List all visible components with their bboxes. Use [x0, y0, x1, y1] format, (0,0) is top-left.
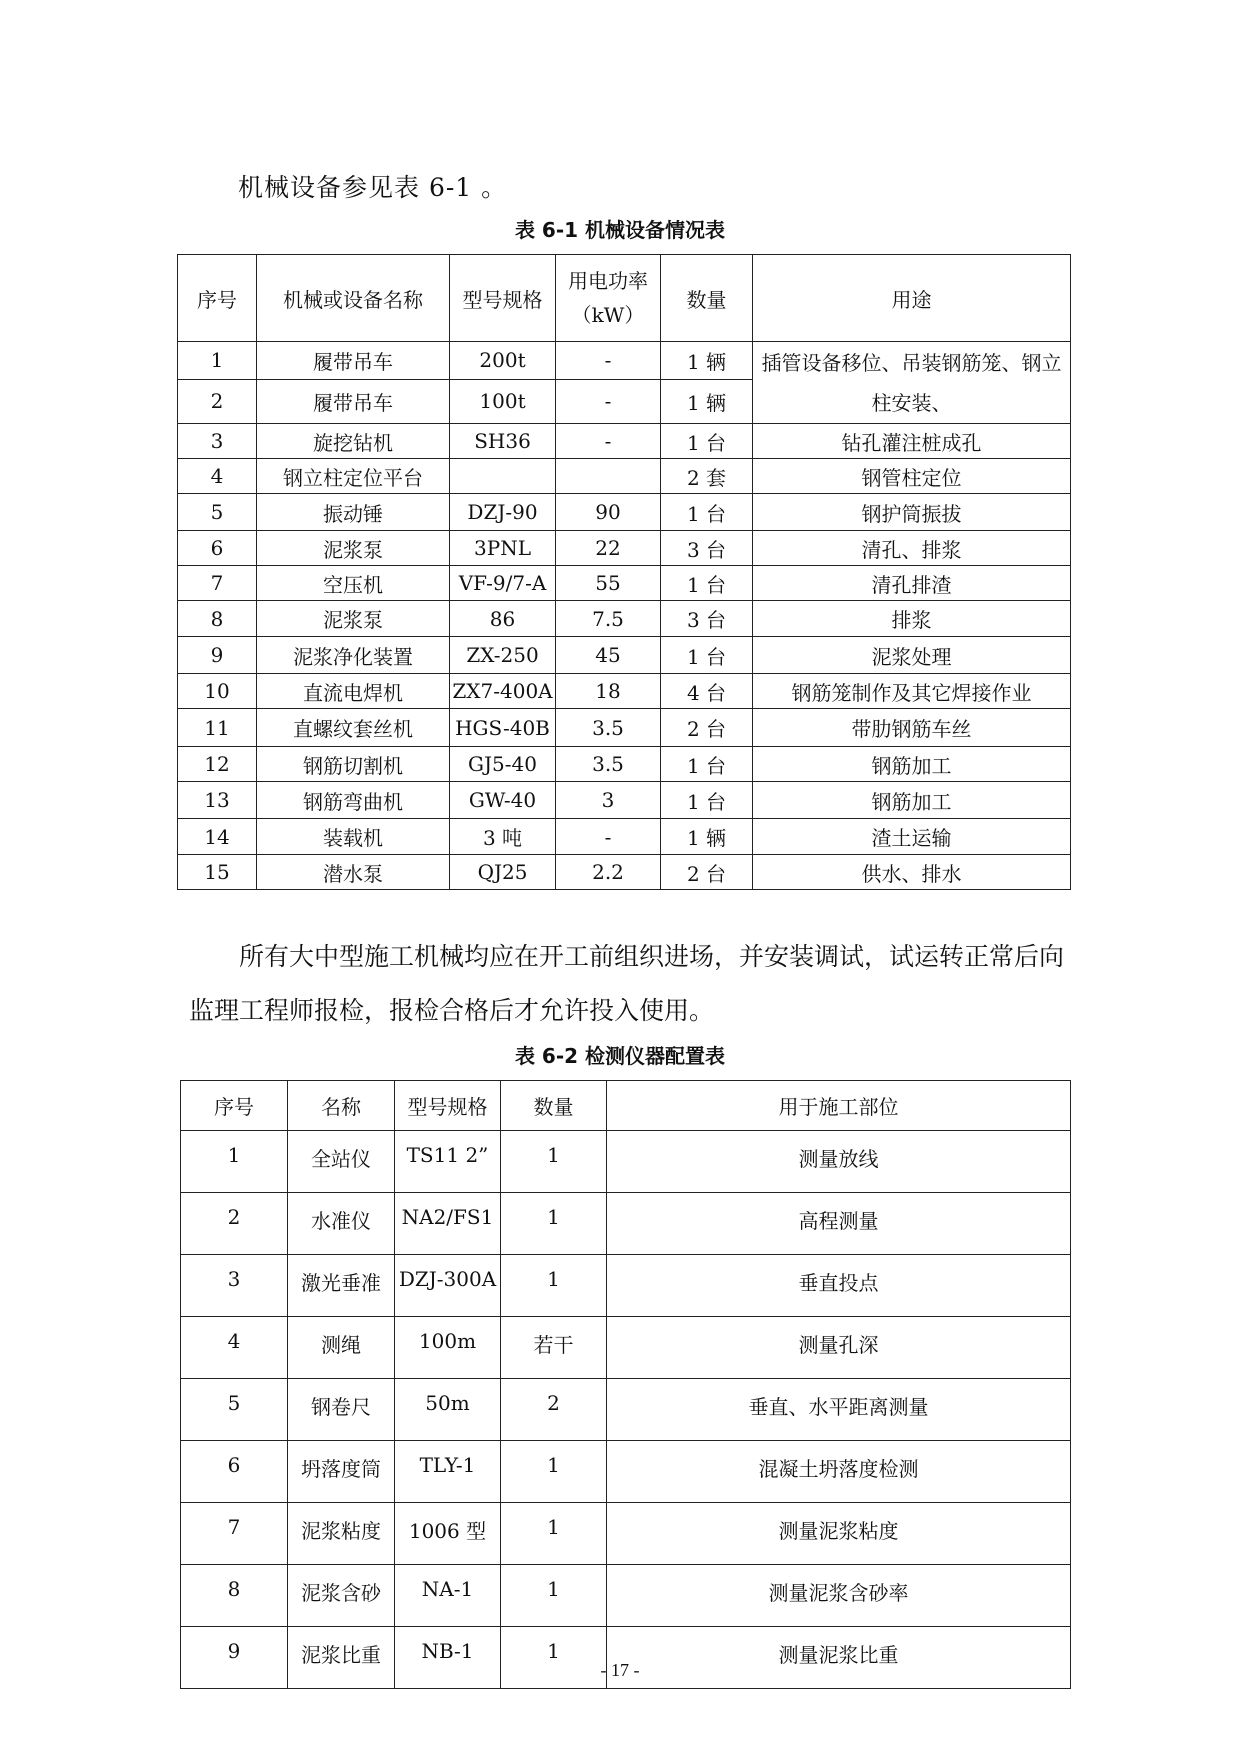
cell-model: GW-40	[450, 782, 556, 819]
cell-name: 钢筋弯曲机	[257, 782, 450, 819]
cell-power: 2.2	[556, 855, 661, 890]
table-row	[181, 1193, 1071, 1255]
cell-qty: 2 套	[661, 459, 753, 494]
cell-model: SH36	[450, 424, 556, 459]
table-row	[178, 637, 1071, 674]
cell-power: 3.5	[556, 709, 661, 747]
cell-qty: 1	[501, 1627, 607, 1689]
cell-model: TS11 2”	[395, 1131, 501, 1193]
cell-use: 插管设备移位、吊装钢筋笼、钢立柱安装、	[753, 342, 1071, 424]
table-row	[178, 342, 1071, 380]
cell-part: 测量泥浆含砂率	[607, 1565, 1071, 1627]
cell-name: 直螺纹套丝机	[257, 709, 450, 747]
cell-no: 5	[181, 1379, 288, 1441]
cell-name: 泥浆泵	[257, 601, 450, 637]
cell-power: 90	[556, 494, 661, 531]
header-model: 型号规格	[395, 1081, 501, 1131]
header-no: 序号	[178, 255, 257, 342]
cell-use: 带肋钢筋车丝	[753, 709, 1071, 747]
cell-no: 8	[178, 601, 257, 637]
cell-model: 50m	[395, 1379, 501, 1441]
cell-qty: 1	[501, 1131, 607, 1193]
table2-caption: 表 6-2 检测仪器配置表	[514, 1044, 726, 1068]
table-row	[181, 1441, 1071, 1503]
cell-no: 15	[178, 855, 257, 890]
cell-no: 4	[181, 1317, 288, 1379]
cell-no: 1	[178, 342, 257, 380]
cell-no: 12	[178, 747, 257, 782]
cell-use: 钻孔灌注桩成孔	[753, 424, 1071, 459]
cell-qty: 2 台	[661, 855, 753, 890]
cell-no: 10	[178, 674, 257, 709]
cell-qty: 1	[501, 1565, 607, 1627]
header-part: 用于施工部位	[607, 1081, 1071, 1131]
table-row	[181, 1255, 1071, 1317]
cell-no: 9	[178, 637, 257, 674]
cell-model: GJ5-40	[450, 747, 556, 782]
cell-model: ZX-250	[450, 637, 556, 674]
table-row	[181, 1565, 1071, 1627]
cell-qty: 1 辆	[661, 379, 753, 423]
cell-model: NB-1	[395, 1627, 501, 1689]
table-row	[178, 855, 1071, 890]
cell-power: 22	[556, 531, 661, 566]
cell-use: 钢筋笼制作及其它焊接作业	[753, 674, 1071, 709]
table-row	[178, 424, 1071, 459]
table1-caption: 表 6-1 机械设备情况表	[514, 218, 726, 242]
cell-name: 全站仪	[288, 1131, 395, 1193]
table-row	[178, 782, 1071, 819]
cell-use: 排浆	[753, 601, 1071, 637]
table-row	[178, 494, 1071, 531]
cell-qty: 1 辆	[661, 342, 753, 380]
cell-qty: 1 台	[661, 637, 753, 674]
cell-no: 13	[178, 782, 257, 819]
cell-no: 2	[181, 1193, 288, 1255]
table-row	[178, 531, 1071, 566]
cell-no: 9	[181, 1627, 288, 1689]
cell-power: 3.5	[556, 747, 661, 782]
cell-name: 潜水泵	[257, 855, 450, 890]
table-row	[178, 601, 1071, 637]
cell-model: 3 吨	[450, 819, 556, 855]
cell-no: 7	[181, 1503, 288, 1565]
cell-power: 18	[556, 674, 661, 709]
cell-part: 测量孔深	[607, 1317, 1071, 1379]
cell-use: 清孔、排浆	[753, 531, 1071, 566]
cell-model: NA-1	[395, 1565, 501, 1627]
cell-power: -	[556, 819, 661, 855]
table-header-row	[181, 1081, 1071, 1131]
cell-no: 6	[181, 1441, 288, 1503]
cell-qty: 3 台	[661, 601, 753, 637]
header-model: 型号规格	[450, 255, 556, 342]
cell-power	[556, 459, 661, 494]
cell-use: 钢筋加工	[753, 782, 1071, 819]
header-qty: 数量	[501, 1081, 607, 1131]
cell-qty: 1 台	[661, 747, 753, 782]
cell-use: 钢护筒振拔	[753, 494, 1071, 531]
cell-qty: 1	[501, 1255, 607, 1317]
cell-power: 45	[556, 637, 661, 674]
cell-name: 测绳	[288, 1317, 395, 1379]
cell-no: 3	[181, 1255, 288, 1317]
cell-name: 水准仪	[288, 1193, 395, 1255]
cell-use: 钢筋加工	[753, 747, 1071, 782]
cell-no: 7	[178, 566, 257, 601]
cell-name: 激光垂准	[288, 1255, 395, 1317]
cell-qty: 1	[501, 1193, 607, 1255]
cell-model: HGS-40B	[450, 709, 556, 747]
cell-part: 测量泥浆比重	[607, 1627, 1071, 1689]
cell-use: 渣土运输	[753, 819, 1071, 855]
cell-qty: 1 台	[661, 424, 753, 459]
cell-use: 供水、排水	[753, 855, 1071, 890]
table-row	[181, 1317, 1071, 1379]
cell-qty: 1 台	[661, 494, 753, 531]
cell-qty: 1	[501, 1503, 607, 1565]
cell-no: 5	[178, 494, 257, 531]
cell-qty: 1 台	[661, 782, 753, 819]
cell-model: DZJ-300A	[395, 1255, 501, 1317]
cell-name: 钢立柱定位平台	[257, 459, 450, 494]
cell-model	[450, 459, 556, 494]
cell-model: TLY-1	[395, 1441, 501, 1503]
cell-use: 清孔排渣	[753, 566, 1071, 601]
cell-part: 垂直、水平距离测量	[607, 1379, 1071, 1441]
cell-part: 垂直投点	[607, 1255, 1071, 1317]
cell-qty: 1 台	[661, 566, 753, 601]
header-no: 序号	[181, 1081, 288, 1131]
cell-name: 钢卷尺	[288, 1379, 395, 1441]
table-row	[178, 566, 1071, 601]
table-row	[181, 1503, 1071, 1565]
cell-part: 测量放线	[607, 1131, 1071, 1193]
header-name: 名称	[288, 1081, 395, 1131]
cell-no: 8	[181, 1565, 288, 1627]
table-header-row	[178, 255, 1071, 342]
cell-model: 3PNL	[450, 531, 556, 566]
table-row	[178, 747, 1071, 782]
cell-name: 振动锤	[257, 494, 450, 531]
header-qty: 数量	[661, 255, 753, 342]
page-number: - 17 -	[600, 1660, 640, 1680]
cell-no: 11	[178, 709, 257, 747]
cell-qty: 4 台	[661, 674, 753, 709]
table-row	[178, 819, 1071, 855]
header-power	[556, 255, 661, 342]
cell-qty: 1	[501, 1441, 607, 1503]
table-row	[181, 1131, 1071, 1193]
cell-use: 钢管柱定位	[753, 459, 1071, 494]
cell-power: -	[556, 379, 661, 423]
cell-name: 泥浆泵	[257, 531, 450, 566]
cell-model: DZJ-90	[450, 494, 556, 531]
table-row	[178, 459, 1071, 494]
header-use: 用途	[753, 255, 1071, 342]
cell-model: 1006 型	[395, 1503, 501, 1565]
cell-model: QJ25	[450, 855, 556, 890]
cell-qty: 2	[501, 1379, 607, 1441]
cell-model: NA2/FS1	[395, 1193, 501, 1255]
cell-qty: 若干	[501, 1317, 607, 1379]
cell-no: 1	[181, 1131, 288, 1193]
cell-model: 86	[450, 601, 556, 637]
cell-part: 测量泥浆粘度	[607, 1503, 1071, 1565]
cell-name: 泥浆净化装置	[257, 637, 450, 674]
cell-no: 14	[178, 819, 257, 855]
cell-name: 泥浆粘度	[288, 1503, 395, 1565]
cell-power: 3	[556, 782, 661, 819]
cell-name: 坍落度筒	[288, 1441, 395, 1503]
cell-power: 55	[556, 566, 661, 601]
instrument-table	[180, 1080, 1071, 1689]
intro-text: 机械设备参见表 6-1 。	[238, 173, 508, 202]
cell-name: 钢筋切割机	[257, 747, 450, 782]
cell-power: 7.5	[556, 601, 661, 637]
cell-model: VF-9/7-A	[450, 566, 556, 601]
cell-power: -	[556, 424, 661, 459]
cell-power: -	[556, 342, 661, 380]
cell-part: 混凝土坍落度检测	[607, 1441, 1071, 1503]
cell-name: 泥浆比重	[288, 1627, 395, 1689]
cell-name: 空压机	[257, 566, 450, 601]
table-row	[181, 1379, 1071, 1441]
cell-part: 高程测量	[607, 1193, 1071, 1255]
table-row	[178, 674, 1071, 709]
cell-qty: 1 辆	[661, 819, 753, 855]
cell-model: 100t	[450, 379, 556, 423]
cell-no: 3	[178, 424, 257, 459]
cell-name: 装载机	[257, 819, 450, 855]
cell-name: 旋挖钻机	[257, 424, 450, 459]
cell-model: ZX7-400A	[450, 674, 556, 709]
cell-model: 100m	[395, 1317, 501, 1379]
cell-qty: 3 台	[661, 531, 753, 566]
machinery-table	[177, 254, 1071, 890]
cell-no: 2	[178, 379, 257, 423]
cell-qty: 2 台	[661, 709, 753, 747]
cell-name: 泥浆含砂	[288, 1565, 395, 1627]
cell-name: 履带吊车	[257, 342, 450, 380]
header-name: 机械或设备名称	[257, 255, 450, 342]
cell-no: 4	[178, 459, 257, 494]
cell-use: 泥浆处理	[753, 637, 1071, 674]
body-paragraph: 所有大中型施工机械均应在开工前组织进场，并安装调试，试运转正常后向监理工程师报检，报检合格后才允许投入使用。	[189, 942, 1065, 1025]
header-power-line1: 用电功率	[568, 269, 648, 293]
cell-name: 履带吊车	[257, 379, 450, 423]
table-row	[178, 709, 1071, 747]
cell-model: 200t	[450, 342, 556, 380]
cell-no: 6	[178, 531, 257, 566]
cell-name: 直流电焊机	[257, 674, 450, 709]
header-power-line2: （kW）	[571, 303, 645, 327]
